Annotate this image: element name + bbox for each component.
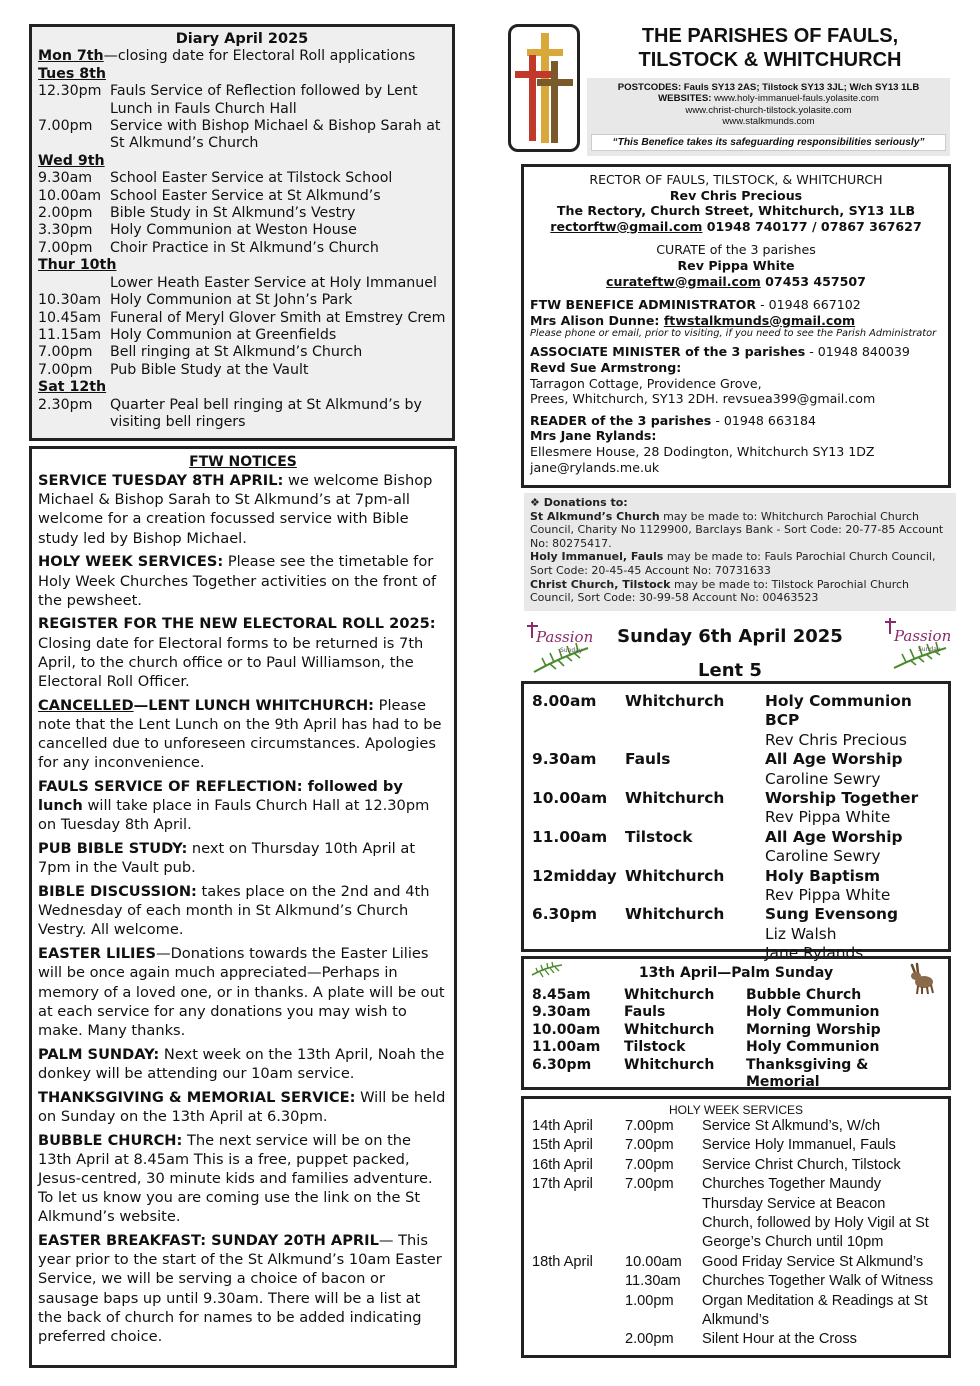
holy-week-date: 14th April bbox=[532, 1118, 593, 1134]
holy-week-date: 17th April bbox=[532, 1176, 593, 1193]
holy-week-desc: Service St Alkmund’s, W/ch bbox=[702, 1118, 881, 1134]
service-details bbox=[765, 905, 941, 963]
diary-desc: Funeral of Meryl Glover Smith at Emstrey Crem bbox=[110, 309, 446, 326]
palm-leaf-icon bbox=[530, 961, 564, 979]
notice-item bbox=[38, 777, 448, 835]
admin-phone: - 01948 667102 bbox=[756, 297, 861, 313]
diary-day-row bbox=[38, 153, 446, 170]
holy-week-time: 2.00pm bbox=[625, 1331, 674, 1348]
diary-desc: Fauls Service of Reflection followed by Lent Lunch in Fauls Church Hall bbox=[110, 83, 418, 117]
diary-time: 7.00pm bbox=[38, 239, 93, 256]
diary-time: 7.00pm bbox=[38, 344, 93, 361]
notice-heading: THANKSGIVING & MEMORIAL SERVICE: bbox=[38, 1088, 356, 1106]
diary-time: 11.15am bbox=[38, 326, 102, 343]
diary-day-row bbox=[38, 257, 446, 274]
notice-item bbox=[38, 696, 448, 773]
notice-heading: EASTER LILIES bbox=[38, 945, 156, 963]
holy-week-date: 15th April bbox=[532, 1137, 593, 1154]
service-name: All Age Worship bbox=[765, 827, 903, 846]
admin-email[interactable]: ftwstalkmunds@gmail.com bbox=[663, 312, 856, 328]
palm-branch-icon bbox=[880, 614, 950, 674]
service-name: Sung Evensong bbox=[765, 905, 899, 924]
parish-logo bbox=[508, 24, 580, 152]
diary-time: 10.30am bbox=[38, 292, 102, 309]
diary-entry bbox=[38, 240, 446, 257]
palm-sunday-box bbox=[521, 956, 951, 1090]
holy-week-row bbox=[532, 1292, 940, 1331]
rector-phone: 01948 740177 / 07867 367627 bbox=[702, 218, 922, 234]
service-leader: Jane Rylands bbox=[765, 944, 864, 963]
holy-week-row bbox=[532, 1253, 940, 1272]
notice-item bbox=[38, 1131, 448, 1227]
notice-body: Please see the timetable for Holy Week Churches Together activities on the front of the pewsheet. bbox=[38, 553, 437, 609]
diary-day-row bbox=[38, 379, 446, 396]
service-leader: Rev Chris Precious bbox=[765, 730, 907, 749]
notice-heading: PALM SUNDAY: bbox=[38, 1045, 160, 1063]
palm-service: Thanksgiving & Memorial bbox=[746, 1056, 869, 1091]
holy-week-time: 7.00pm bbox=[625, 1156, 674, 1173]
donation-entry bbox=[530, 550, 950, 577]
diary-day: Sat 12th bbox=[38, 379, 107, 396]
diary-time: 7.00pm bbox=[38, 118, 93, 135]
notice-body: we welcome Bishop Michael & Bishop Sarah to St Alkmund’s at 7pm-all welcome for a creation focussed service with Bible study led by Bishop Michael. bbox=[38, 472, 433, 547]
notice-heading-2: —LENT LUNCH WHITCHURCH: bbox=[133, 696, 375, 714]
crosses-icon bbox=[511, 27, 577, 149]
diary-entry bbox=[38, 292, 446, 309]
passion-word-right: Passion bbox=[894, 627, 950, 645]
curate-phone: 07453 457507 bbox=[760, 273, 866, 289]
diary-day: Mon 7th bbox=[38, 48, 104, 65]
notice-heading: CANCELLED bbox=[38, 696, 134, 714]
header-info bbox=[587, 78, 950, 156]
holy-week-row bbox=[532, 1175, 940, 1253]
service-time: 10.00am bbox=[532, 789, 608, 808]
palm-place: Whitchurch bbox=[624, 1056, 715, 1073]
notice-heading: PUB BIBLE STUDY: bbox=[38, 840, 188, 858]
holy-week-list bbox=[532, 1117, 940, 1350]
service-row bbox=[532, 789, 941, 828]
diary-title: Diary April 2025 bbox=[175, 31, 309, 47]
assoc-phone: - 01948 840039 bbox=[805, 344, 910, 360]
service-list bbox=[532, 692, 941, 964]
reader-address: Ellesmere House, 28 Dodington, Whitchurch SY13 1DZ bbox=[530, 443, 875, 459]
notice-item bbox=[38, 944, 448, 1040]
notice-list bbox=[38, 471, 448, 1346]
notice-body: will take place in Fauls Church Hall at 12.30pm on Tuesday 8th April. bbox=[38, 797, 430, 834]
diary-desc: Pub Bible Study at the Vault bbox=[110, 361, 309, 378]
service-name: All Age Worship bbox=[765, 750, 903, 769]
diary-time: 2.00pm bbox=[38, 205, 93, 222]
diary-entry bbox=[38, 205, 446, 222]
title-line-1: THE PARISHES OF FAULS, bbox=[641, 25, 899, 47]
donkey-icon bbox=[906, 961, 936, 995]
diary-box bbox=[29, 24, 455, 441]
service-row bbox=[532, 905, 941, 963]
palm-row bbox=[532, 1004, 940, 1021]
passion-sunday-badge-right bbox=[880, 614, 950, 674]
diary-entry bbox=[38, 275, 446, 292]
diary-entry bbox=[38, 188, 446, 205]
service-time: 9.30am bbox=[532, 750, 597, 769]
palm-branch-icon bbox=[524, 618, 594, 678]
rector-name: Rev Chris Precious bbox=[669, 187, 803, 203]
service-row bbox=[532, 750, 941, 789]
diary-day: Tues 8th bbox=[38, 65, 106, 82]
diary-day: Wed 9th bbox=[38, 152, 105, 169]
diary-desc: Bible Study in St Alkmund’s Vestry bbox=[110, 205, 356, 222]
diary-entry bbox=[38, 83, 446, 118]
reader-block bbox=[530, 413, 942, 475]
service-time: 8.00am bbox=[532, 692, 597, 710]
service-place: Whitchurch bbox=[625, 905, 725, 924]
palm-list bbox=[532, 987, 940, 1091]
safeguarding-quote: “This Benefice takes its safeguarding responsibilities seriously” bbox=[591, 134, 946, 151]
notice-heading: FAULS SERVICE OF REFLECTION: followed by lunch bbox=[38, 778, 403, 815]
diary-time: 2.30pm bbox=[38, 396, 93, 413]
notices-box bbox=[29, 446, 457, 1368]
services-box bbox=[521, 681, 951, 963]
service-details bbox=[765, 789, 941, 828]
palm-place: Fauls bbox=[624, 1004, 666, 1021]
holy-week-desc: Organ Meditation & Readings at St Alkmund’s bbox=[702, 1292, 928, 1329]
holy-week-row bbox=[532, 1330, 940, 1349]
diary-time: 7.00pm bbox=[38, 361, 93, 378]
notice-item bbox=[38, 1045, 448, 1083]
notice-body: takes place on the 2nd and 4th Wednesday of each month in St Alkmund’s Church Vestry. All welcome. bbox=[38, 883, 430, 939]
diary-time: 9.30am bbox=[38, 170, 93, 187]
notice-heading: HOLY WEEK SERVICES: bbox=[38, 553, 224, 571]
holy-week-desc: Service Christ Church, Tilstock bbox=[702, 1156, 901, 1173]
diary-entry bbox=[38, 327, 446, 344]
holy-week-time: 7.00pm bbox=[625, 1176, 674, 1193]
diary-day-note: —closing date for Electoral Roll applications bbox=[103, 48, 416, 65]
holy-week-desc: Churches Together Maundy Thursday Service at Beacon Church, followed by Holy Vigil at St George’s Church until 10pm bbox=[702, 1176, 929, 1251]
lent-label: Lent 5 bbox=[698, 660, 762, 681]
notices-title: FTW NOTICES bbox=[189, 454, 297, 470]
diary-entry bbox=[38, 362, 446, 379]
diary-time: 12.30pm bbox=[38, 83, 102, 100]
service-details bbox=[765, 867, 941, 906]
rector-email[interactable]: rectorftw@gmail.com bbox=[550, 218, 703, 234]
service-leader: Caroline Sewry bbox=[765, 769, 881, 788]
donation-church: Christ Church, Tilstock bbox=[530, 577, 671, 591]
notice-body: Will be held on Sunday on the 13th April at 6.30pm. bbox=[38, 1088, 446, 1125]
palm-service: Morning Worship bbox=[746, 1021, 881, 1038]
palm-time: 11.00am bbox=[532, 1039, 601, 1056]
holy-week-desc: Silent Hour at the Cross bbox=[702, 1331, 857, 1348]
assoc-address-2: Prees, Whitchurch, SY13 2DH. revsuea399@gmail.com bbox=[530, 391, 876, 407]
service-place: Whitchurch bbox=[625, 692, 725, 710]
admin-block bbox=[530, 297, 942, 340]
service-time: 12midday bbox=[532, 866, 617, 885]
holy-week-row bbox=[532, 1136, 940, 1155]
donation-list bbox=[530, 510, 950, 605]
donations-title: Donations to: bbox=[543, 496, 628, 509]
service-time: 6.30pm bbox=[532, 905, 598, 924]
sunday-heading bbox=[590, 620, 870, 688]
reader-email[interactable]: jane@rylands.me.uk bbox=[530, 459, 660, 475]
curate-name: Rev Pippa White bbox=[677, 257, 795, 273]
diary-entry bbox=[38, 170, 446, 187]
notice-body: — This year prior to the start of the St Alkmund’s 10am Easter Service, we will be serving a choice of bacon or sausage baps up until 9.30am. There will be a list at the back of church for names to be added indicating preferred choice. bbox=[38, 1232, 442, 1346]
palm-service: Bubble Church bbox=[746, 987, 862, 1003]
websites-line bbox=[587, 93, 950, 104]
palm-row bbox=[532, 1057, 940, 1092]
holy-week-row bbox=[532, 1156, 940, 1175]
diary-desc: Holy Communion at Greenfields bbox=[110, 326, 337, 343]
admin-note: Please phone or email, prior to visiting, if you need to see the Parish Administrator bbox=[530, 328, 937, 340]
reader-phone: - 01948 663184 bbox=[711, 412, 817, 428]
website-stalkmunds[interactable]: www.stalkmunds.com bbox=[722, 116, 815, 128]
contacts-box bbox=[521, 164, 951, 488]
holy-week-desc: Good Friday Service St Alkmund’s bbox=[702, 1253, 924, 1270]
service-leader: Liz Walsh bbox=[765, 924, 837, 943]
service-time: 11.00am bbox=[532, 827, 608, 846]
curate-title: CURATE of the 3 parishes bbox=[656, 242, 816, 258]
service-leader: Rev Pippa White bbox=[765, 808, 891, 827]
diary-entry bbox=[38, 310, 446, 327]
notice-item bbox=[38, 1231, 448, 1346]
donation-details: may be made to: Tilstock Parochial Church Council, Sort Code: 30-99-58 Account No: 00463523 bbox=[530, 577, 910, 605]
service-leader: Rev Pippa White bbox=[765, 886, 891, 905]
palm-row bbox=[532, 1022, 940, 1039]
notice-body: Closing date for Electoral forms to be returned is 7th April, to the church office or to Paul Williamson, the Electoral Roll Officer. bbox=[38, 634, 424, 691]
notice-body: next on Thursday 10th April at 7pm in the Vault pub. bbox=[38, 840, 416, 877]
diary-desc: Service with Bishop Michael & Bishop Sarah at St Alkmund’s Church bbox=[110, 118, 441, 152]
service-row bbox=[532, 828, 941, 867]
donation-entry bbox=[530, 578, 950, 605]
palm-place: Whitchurch bbox=[624, 987, 715, 1003]
donation-details: may be made to: Fauls Parochial Church Council, Sort Code: 20-45-45 Account No: 70731633 bbox=[530, 550, 936, 577]
reader-title: READER of the 3 parishes bbox=[530, 412, 712, 428]
reader-name: Mrs Jane Rylands: bbox=[530, 428, 657, 444]
notice-heading: REGISTER FOR THE NEW ELECTORAL ROLL 2025: bbox=[38, 615, 436, 633]
service-name: Holy Baptism bbox=[765, 866, 881, 885]
postcodes: POSTCODES: Fauls SY13 2AS; Tilstock SY13 3JL; W/ch SY13 1LB bbox=[617, 82, 920, 93]
notice-item bbox=[38, 614, 448, 691]
service-row bbox=[532, 692, 941, 750]
diary-entry bbox=[38, 222, 446, 239]
palm-time: 6.30pm bbox=[532, 1056, 592, 1073]
diary-entry bbox=[38, 344, 446, 361]
service-place: Fauls bbox=[625, 750, 671, 769]
diary-entry bbox=[38, 118, 446, 153]
admin-title: FTW BENEFICE ADMINISTRATOR bbox=[530, 297, 757, 313]
notice-item bbox=[38, 552, 448, 610]
palm-service: Holy Communion bbox=[746, 1039, 880, 1056]
notice-body: Please note that the Lent Lunch on the 9th April has had to be cancelled due to unforeseen circumstances. Apologies for any inconvenience. bbox=[38, 696, 442, 772]
assoc-block bbox=[530, 344, 942, 406]
holy-week-time: 11.30am bbox=[625, 1273, 681, 1290]
palm-place: Tilstock bbox=[624, 1039, 686, 1056]
diary-day: Thur 10th bbox=[38, 257, 117, 274]
donation-church: St Alkmund’s Church bbox=[530, 509, 660, 523]
header-title bbox=[590, 24, 950, 72]
donation-entry bbox=[530, 510, 950, 551]
holy-week-row bbox=[532, 1117, 940, 1136]
holy-week-box bbox=[521, 1096, 951, 1358]
holy-week-date bbox=[532, 1330, 625, 1349]
service-place: Whitchurch bbox=[625, 866, 725, 885]
title-line-2: TILSTOCK & WHITCHURCH bbox=[638, 49, 902, 71]
holy-week-desc: Service Holy Immanuel, Fauls bbox=[702, 1137, 896, 1154]
assoc-name: Revd Sue Armstrong: bbox=[530, 359, 682, 375]
service-leader: Caroline Sewry bbox=[765, 847, 881, 866]
passion-sunday-badge-left bbox=[524, 618, 594, 678]
holy-week-time: 7.00pm bbox=[625, 1118, 674, 1134]
service-name: Worship Together bbox=[765, 789, 919, 808]
service-details bbox=[765, 692, 941, 750]
diary-desc: Holy Communion at St John’s Park bbox=[110, 292, 353, 309]
holy-week-date bbox=[532, 1272, 625, 1291]
diary-desc: School Easter Service at Tilstock School bbox=[110, 170, 393, 187]
diary-time: 10.45am bbox=[38, 309, 102, 326]
palm-time: 10.00am bbox=[532, 1021, 601, 1038]
rector-block bbox=[530, 172, 942, 289]
diary-desc: Lower Heath Easter Service at Holy Immanuel bbox=[110, 274, 437, 291]
assoc-title: ASSOCIATE MINISTER of the 3 parishes bbox=[530, 344, 806, 360]
service-place: Whitchurch bbox=[625, 789, 725, 808]
curate-email[interactable]: curateftw@gmail.com bbox=[606, 273, 761, 289]
rector-title: RECTOR OF FAULS, TILSTOCK, & WHITCHURCH bbox=[589, 172, 883, 187]
diary-day-row bbox=[38, 66, 446, 83]
website-fauls[interactable]: www.holy-immanuel-fauls.yolasite.com bbox=[714, 93, 879, 105]
palm-row bbox=[532, 1039, 940, 1056]
notice-heading: SERVICE TUESDAY 8TH APRIL: bbox=[38, 472, 284, 489]
websites-label: WEBSITES: bbox=[658, 93, 712, 105]
notice-item bbox=[38, 471, 448, 548]
holy-week-title: HOLY WEEK SERVICES bbox=[668, 1103, 804, 1117]
service-place: Tilstock bbox=[625, 827, 693, 846]
sunday-date: Sunday 6th April 2025 bbox=[617, 626, 843, 647]
service-details bbox=[765, 828, 941, 867]
diary-desc: Quarter Peal bell ringing at St Alkmund’s by visiting bell ringers bbox=[110, 396, 422, 430]
notice-heading: BIBLE DISCUSSION: bbox=[38, 883, 197, 901]
rector-address: The Rectory, Church Street, Whitchurch, SY13 1LB bbox=[556, 203, 916, 219]
diary-list bbox=[38, 48, 446, 431]
palm-time: 9.30am bbox=[532, 1004, 591, 1021]
holy-week-time: 10.00am bbox=[625, 1253, 682, 1270]
notice-item bbox=[38, 1088, 448, 1126]
palm-row bbox=[532, 987, 940, 1004]
palm-sunday-title: 13th April—Palm Sunday bbox=[638, 965, 834, 981]
service-name: Holy Communion BCP bbox=[765, 692, 912, 730]
palm-place: Whitchurch bbox=[624, 1021, 715, 1038]
donations-box bbox=[524, 493, 956, 611]
sunday-word-right: Sunday bbox=[918, 646, 941, 653]
notice-body: —Donations towards the Easter Lilies will be once again much appreciated—Perhaps in memory of a loved one, or in thanks. A plate will be out at each service for any donations you may wish to make. Many thanks. bbox=[38, 945, 445, 1039]
assoc-address-1: Tarragon Cottage, Providence Grove, bbox=[530, 375, 762, 391]
diary-day-row bbox=[38, 48, 446, 65]
admin-name: Mrs Alison Dunne: bbox=[530, 312, 660, 328]
donation-church: Holy Immanuel, Fauls bbox=[530, 550, 664, 564]
notice-heading: BUBBLE CHURCH: bbox=[38, 1131, 183, 1149]
palm-service: Holy Communion bbox=[746, 1004, 880, 1021]
diary-desc: Bell ringing at St Alkmund’s Church bbox=[110, 344, 363, 361]
notice-item bbox=[38, 839, 448, 877]
sunday-word-left: Sunday bbox=[560, 647, 583, 654]
diary-desc: School Easter Service at St Alkmund’s bbox=[110, 187, 381, 204]
notice-item bbox=[38, 882, 448, 940]
notice-body: The next service will be on the 13th April at 8.45am This is a free, puppet packed, Jesus-centred, 30 minute kids and families adventure. To let us know you are coming use the link on the St Alkmund’s website. bbox=[38, 1131, 433, 1226]
notice-body: Next week on the 13th April, Noah the donkey will be attending our 10am service. bbox=[38, 1045, 445, 1082]
holy-week-desc: Churches Together Walk of Witness bbox=[702, 1273, 934, 1290]
service-details bbox=[765, 750, 941, 789]
holy-week-date bbox=[532, 1292, 625, 1331]
holy-week-date: 16th April bbox=[532, 1156, 593, 1173]
passion-word-left: Passion bbox=[536, 628, 594, 646]
notice-heading: EASTER BREAKFAST: SUNDAY 20TH APRIL bbox=[38, 1232, 379, 1250]
holy-week-time: 1.00pm bbox=[625, 1292, 674, 1309]
website-tilstock[interactable]: www.christ-church-tilstock.yolasite.com bbox=[685, 104, 852, 116]
holy-week-time: 7.00pm bbox=[625, 1137, 674, 1154]
diary-time bbox=[38, 275, 110, 292]
diary-time: 10.00am bbox=[38, 187, 102, 204]
service-row bbox=[532, 867, 941, 906]
diary-desc: Choir Practice in St Alkmund’s Church bbox=[110, 239, 379, 256]
diamond-bullet-icon: ❖ bbox=[530, 496, 540, 509]
diary-desc: Holy Communion at Weston House bbox=[110, 222, 357, 239]
holy-week-date: 18th April bbox=[532, 1253, 593, 1270]
palm-time: 8.45am bbox=[532, 987, 591, 1003]
diary-time: 3.30pm bbox=[38, 222, 93, 239]
holy-week-row bbox=[532, 1272, 940, 1291]
donation-details: may be made to: Whitchurch Parochial Church Council, Charity No 1129900, Barclays Bank - Sort Code: 20-77-85 Account No: 80275417. bbox=[530, 509, 944, 550]
diary-entry bbox=[38, 397, 446, 432]
